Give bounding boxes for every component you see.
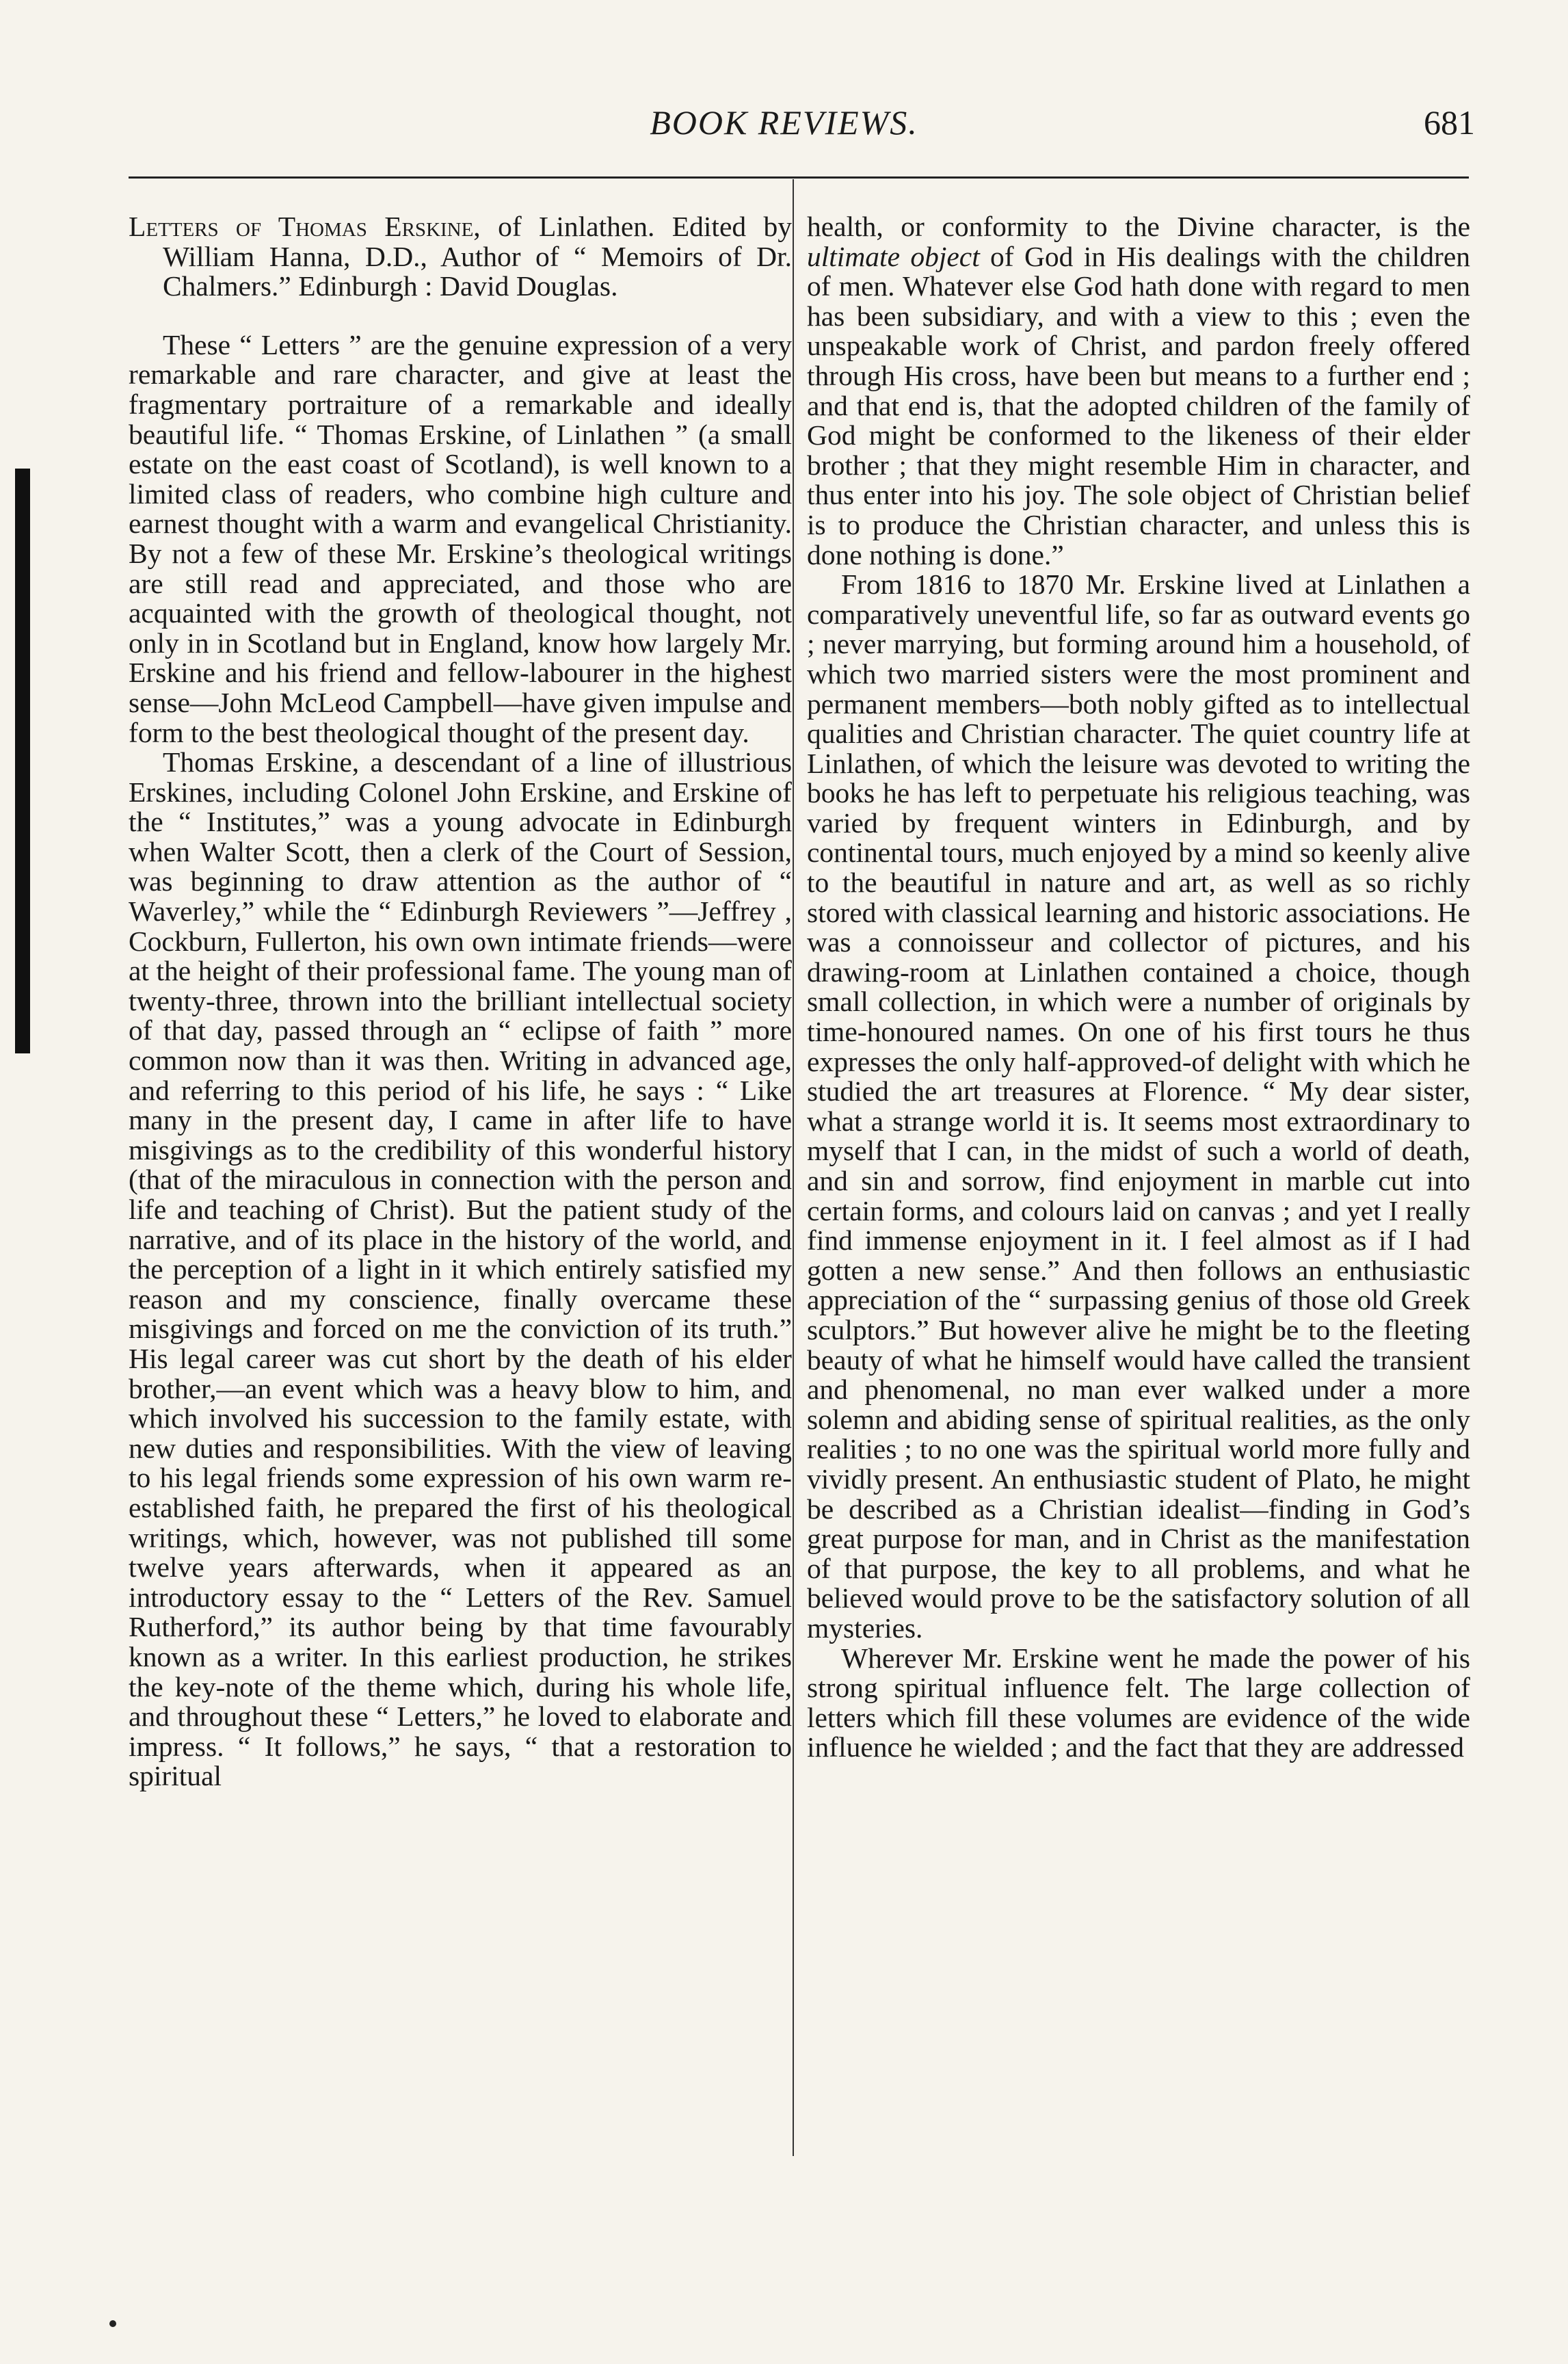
paragraph: Thomas Erskine, a descendant of a line of illustrious Erskines, including Colonel John Erskine, and Erskine of the “ Institutes,” was a young advocate in Edinburgh when Walter Scott, then a clerk of the Court of Session, was beginning to draw attention as the author of “ Waverley,” while the “ Edinburgh Reviewers ”—Jeffrey , Cockburn, Fullerton, his own own intimate friends—were at the height of their professional fame. The young man of twenty-three, thrown into the brilliant intellectual society of that day, passed through an “ eclipse of faith ” more common now than it was then. Writing in advanced age, and referring to this period of his life, he says : “ Like many in the present day, I came in after life to have misgivings as to the credibility of this wonderful history (that of the miraculous in connection with the person and life and teaching of Christ). But the patient study of the narrative, and of its place in the history of the world, and the perception of a light in it which entirely satisfied my reason and my conscience, finally overcame these misgivings and forced on me the conviction of its truth.” His legal career was cut short by the death of his elder brother,—an event which was a heavy blow to him, and which involved his succession to the family estate, with new duties and responsibilities. With the view of leaving to his legal friends some expression of his own warm re-established faith, he prepared the first of his theological writings, which, however, was not published till some twelve years afterwards, when it appeared as an introductory essay to the “ Letters of the Rev. Samuel Rutherford,” its author being by that time favourably known as a writer. In this earliest production, he strikes the key-note of the theme which, during his whole life, and throughout these “ Letters,” he loved to elaborate and impress. “ It follows,” he says, “ that a restoration to spiritual: [129, 746, 792, 1792]
continued-paragraph: [807, 212, 1470, 570]
page-number: 681: [1424, 103, 1475, 142]
right-column: [807, 212, 1470, 1763]
left-column: [129, 212, 792, 1791]
citation-details: of Linlathen. Edited by William Hanna, D.D., Author of “ Memoirs of Dr. Chalmers.” Edinburgh : David Douglas.: [163, 211, 793, 302]
continued-text-rest: of God in His dealings with the children of men. Whatever else God hath done with regard to men has been subsidiary, and with a view to this ; even the unspeakable work of Christ, and pardon freely offered through His cross, have been but means to a further end ; and that end is, that the adopted children of the family of God might be conformed to the likeness of their elder brother ; that they might resemble Him in character, and thus enter into his joy. The sole object of Christian belief is to produce the Christian character, and unless this is done nothing is done.”: [807, 240, 1470, 570]
paragraph: These “ Letters ” are the genuine expression of a very remarkable and rare character, and give at least the fragmentary portraiture of a remarkable and ideally beautiful life. “ Thomas Erskine, of Linlathen ” (a small estate on the east coast of Scotland), is well known to a limited class of readers, who combine high culture and earnest thought with a warm and evangelical Christianity. By not a few of these Mr. Erskine’s theological writings are still read and appreciated, and those who are acquainted with the growth of theological thought, not only in in Scotland but in England, know how largely Mr. Erskine and his friend and fellow-labourer in the highest sense—John McLeod Campbell—have given impulse and form to the best theological thought of the present day.: [129, 328, 792, 748]
column-divider: [793, 179, 794, 2156]
emphasis-text: ultimate object: [807, 240, 980, 272]
ink-speck: [109, 2320, 116, 2327]
page-header: [0, 103, 1568, 150]
citation-title: Letters of Thomas Erskine,: [129, 211, 481, 242]
continued-text: health, or conformity to the Divine character, is the: [807, 211, 1470, 242]
paragraph: Wherever Mr. Erskine went he made the power of his strong spiritual influence felt. The large collection of letters which fill these volumes are evidence of the wide influence he wielded ; and the fact that they are addressed: [807, 1642, 1470, 1763]
paragraph: From 1816 to 1870 Mr. Erskine lived at Linlathen a comparatively uneventful life, so far as outward events go ; never marrying, but forming around him a household, of which two married sisters were the most prominent and permanent members—both nobly gifted as to intellectual qualities and Christian character. The quiet country life at Linlathen, of which the leisure was devoted to writing the books he has left to perpetuate his religious teaching, was varied by frequent winters in Edinburgh, and by continental tours, much enjoyed by a mind so keenly alive to the beautiful in nature and art, as well as so richly stored with classical learning and historic associations. He was a connoisseur and collector of pictures, and his drawing-room at Linlathen contained a choice, though small collection, in which were a number of originals by time-honoured names. On one of his first tours he thus expresses the only half-approved-of delight with which he studied the art treasures at Florence. “ My dear sister, what a strange world it is. It seems most extraordinary to myself that I can, in the midst of such a world of death, and sin and sorrow, find enjoyment in marble cut into certain forms, and colours laid on canvas ; and yet I really find immense enjoyment in it. I feel almost as if I had gotten a new sense.” And then follows an enthusiastic appreciation of the “ surpassing genius of those old Greek sculptors.” But however alive he might be to the fleeting beauty of what he himself would have called the transient and phenomenal, no man ever walked under a more solemn and abiding sense of spiritual realities, as the only realities ; to no one was the spiritual world more fully and vividly present. An enthusiastic student of Plato, he might be described as a Christian idealist—finding in God’s great purpose for man, and in Christ as the manifestation of that purpose, the key to all problems, and what he believed would prove to be the satisfactory solution of all mysteries.: [807, 568, 1470, 1644]
review-citation: [129, 212, 792, 302]
header-rule: [129, 176, 1469, 179]
running-title: BOOK REVIEWS.: [650, 103, 918, 142]
margin-mark: [15, 469, 30, 1053]
